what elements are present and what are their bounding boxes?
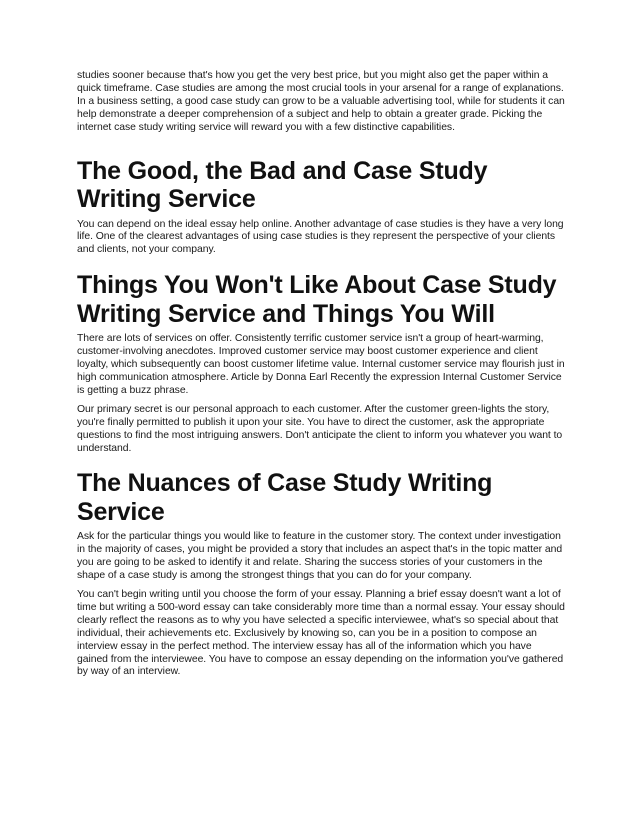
- section-heading-nuances: The Nuances of Case Study Writing Service: [77, 469, 493, 526]
- paragraph: You can depend on the ideal essay help online. Another advantage of case studies is they have a very long life. One of the clearest advantages of using case studies is they represent the perspective of your clients and clients, not your company.: [77, 218, 564, 256]
- paragraph: Our primary secret is our personal approach to each customer. After the customer green-lights the story, you're finally permitted to publish it upon your site. You have to direct the customer, ask the appropriate questions to find the most intriguing answers. Don't anticipate the client to inform you whatever you want to understand.: [77, 403, 563, 454]
- paragraph: You can't begin writing until you choose the form of your essay. Planning a brief essay doesn't want a lot of time but writing a 500-word essay can take considerably more time than a normal essay. Your essay should clearly reflect the reasons as to why you have selected a specific interviewee, what's so special about that individual, their achievements etc. Exclusively by knowing so, can you be in a position to compose an interview essay in the perfect method. The interview essay has all of the information which you have gained from the interviewee. You have to compose an essay depending on the information you've gathered by way of an interview.: [77, 589, 565, 678]
- section-heading-good-bad: The Good, the Bad and Case Study Writing Service: [77, 156, 488, 214]
- section-heading-things-you-wont-like: Things You Won't Like About Case Study Writing Service and Things You Will: [77, 271, 557, 328]
- paragraph: There are lots of services on offer. Consistently terrific customer service isn't a group of heart-warming, customer-involving anecdotes. Improved customer service may boost customer experience and client loyalty, which subsequently can boost customer lifetime value. Internal customer service may flourish just in high communication atmosphere. Article by Donna Earl Recently the expression Internal Customer Service is getting a buzz phrase.: [77, 333, 565, 396]
- paragraph: Ask for the particular things you would like to feature in the customer story. The context under investigation in the majority of cases, you might be provided a story that includes an aspect that's in the topic matter and you are going to be asked to identify it and relate. Sharing the success stories of your customers in the shape of a case study is among the strongest things that you can do for your company.: [77, 531, 563, 582]
- paragraph: studies sooner because that's how you get the very best price, but you might also get the paper within a quick timeframe. Case studies are among the most crucial tools in your arsenal for a range of explanations. In a business setting, a good case study can grow to be a valuable advertising tool, while for students it can help demonstrate a deeper comprehension of a subject and help to obtain a greater grade. Picking the internet case study writing service will reward you with a few distinctive capabilities.: [77, 70, 565, 133]
- document-page: [77, 70, 565, 685]
